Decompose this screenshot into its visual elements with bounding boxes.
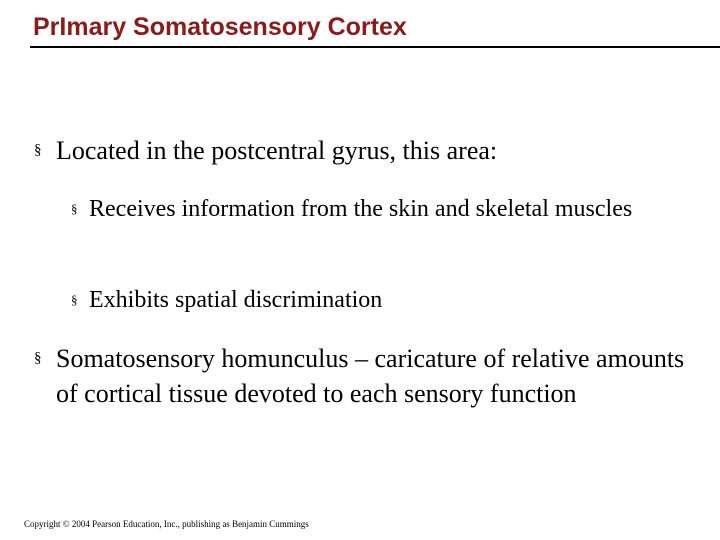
bullet-postcentral-gyrus [31, 133, 691, 168]
bullet-marker-icon: § [34, 350, 42, 366]
bullet-marker-icon: § [71, 292, 78, 307]
bullet-marker-icon: § [34, 142, 42, 158]
slide-title: PrImary Somatosensory Cortex [33, 13, 407, 41]
bullet-somatosensory-homunculus [31, 341, 691, 411]
bullet-text: Exhibits spatial discrimination [89, 287, 383, 313]
sub-bullet-spatial-discrimination [71, 284, 671, 316]
sub-bullet-receives-information [71, 193, 671, 225]
bullet-text: Located in the postcentral gyrus, this area: [56, 136, 498, 165]
bullet-marker-icon: § [71, 201, 78, 216]
bullet-text: Somatosensory homunculus – caricature of relative amounts of cortical tissue devoted to each sensory function [56, 344, 685, 408]
copyright-notice: Copyright © 2004 Pearson Education, Inc., publishing as Benjamin Cummings [24, 519, 309, 529]
title-underline [30, 46, 720, 48]
bullet-text: Receives information from the skin and skeletal muscles [89, 196, 633, 222]
